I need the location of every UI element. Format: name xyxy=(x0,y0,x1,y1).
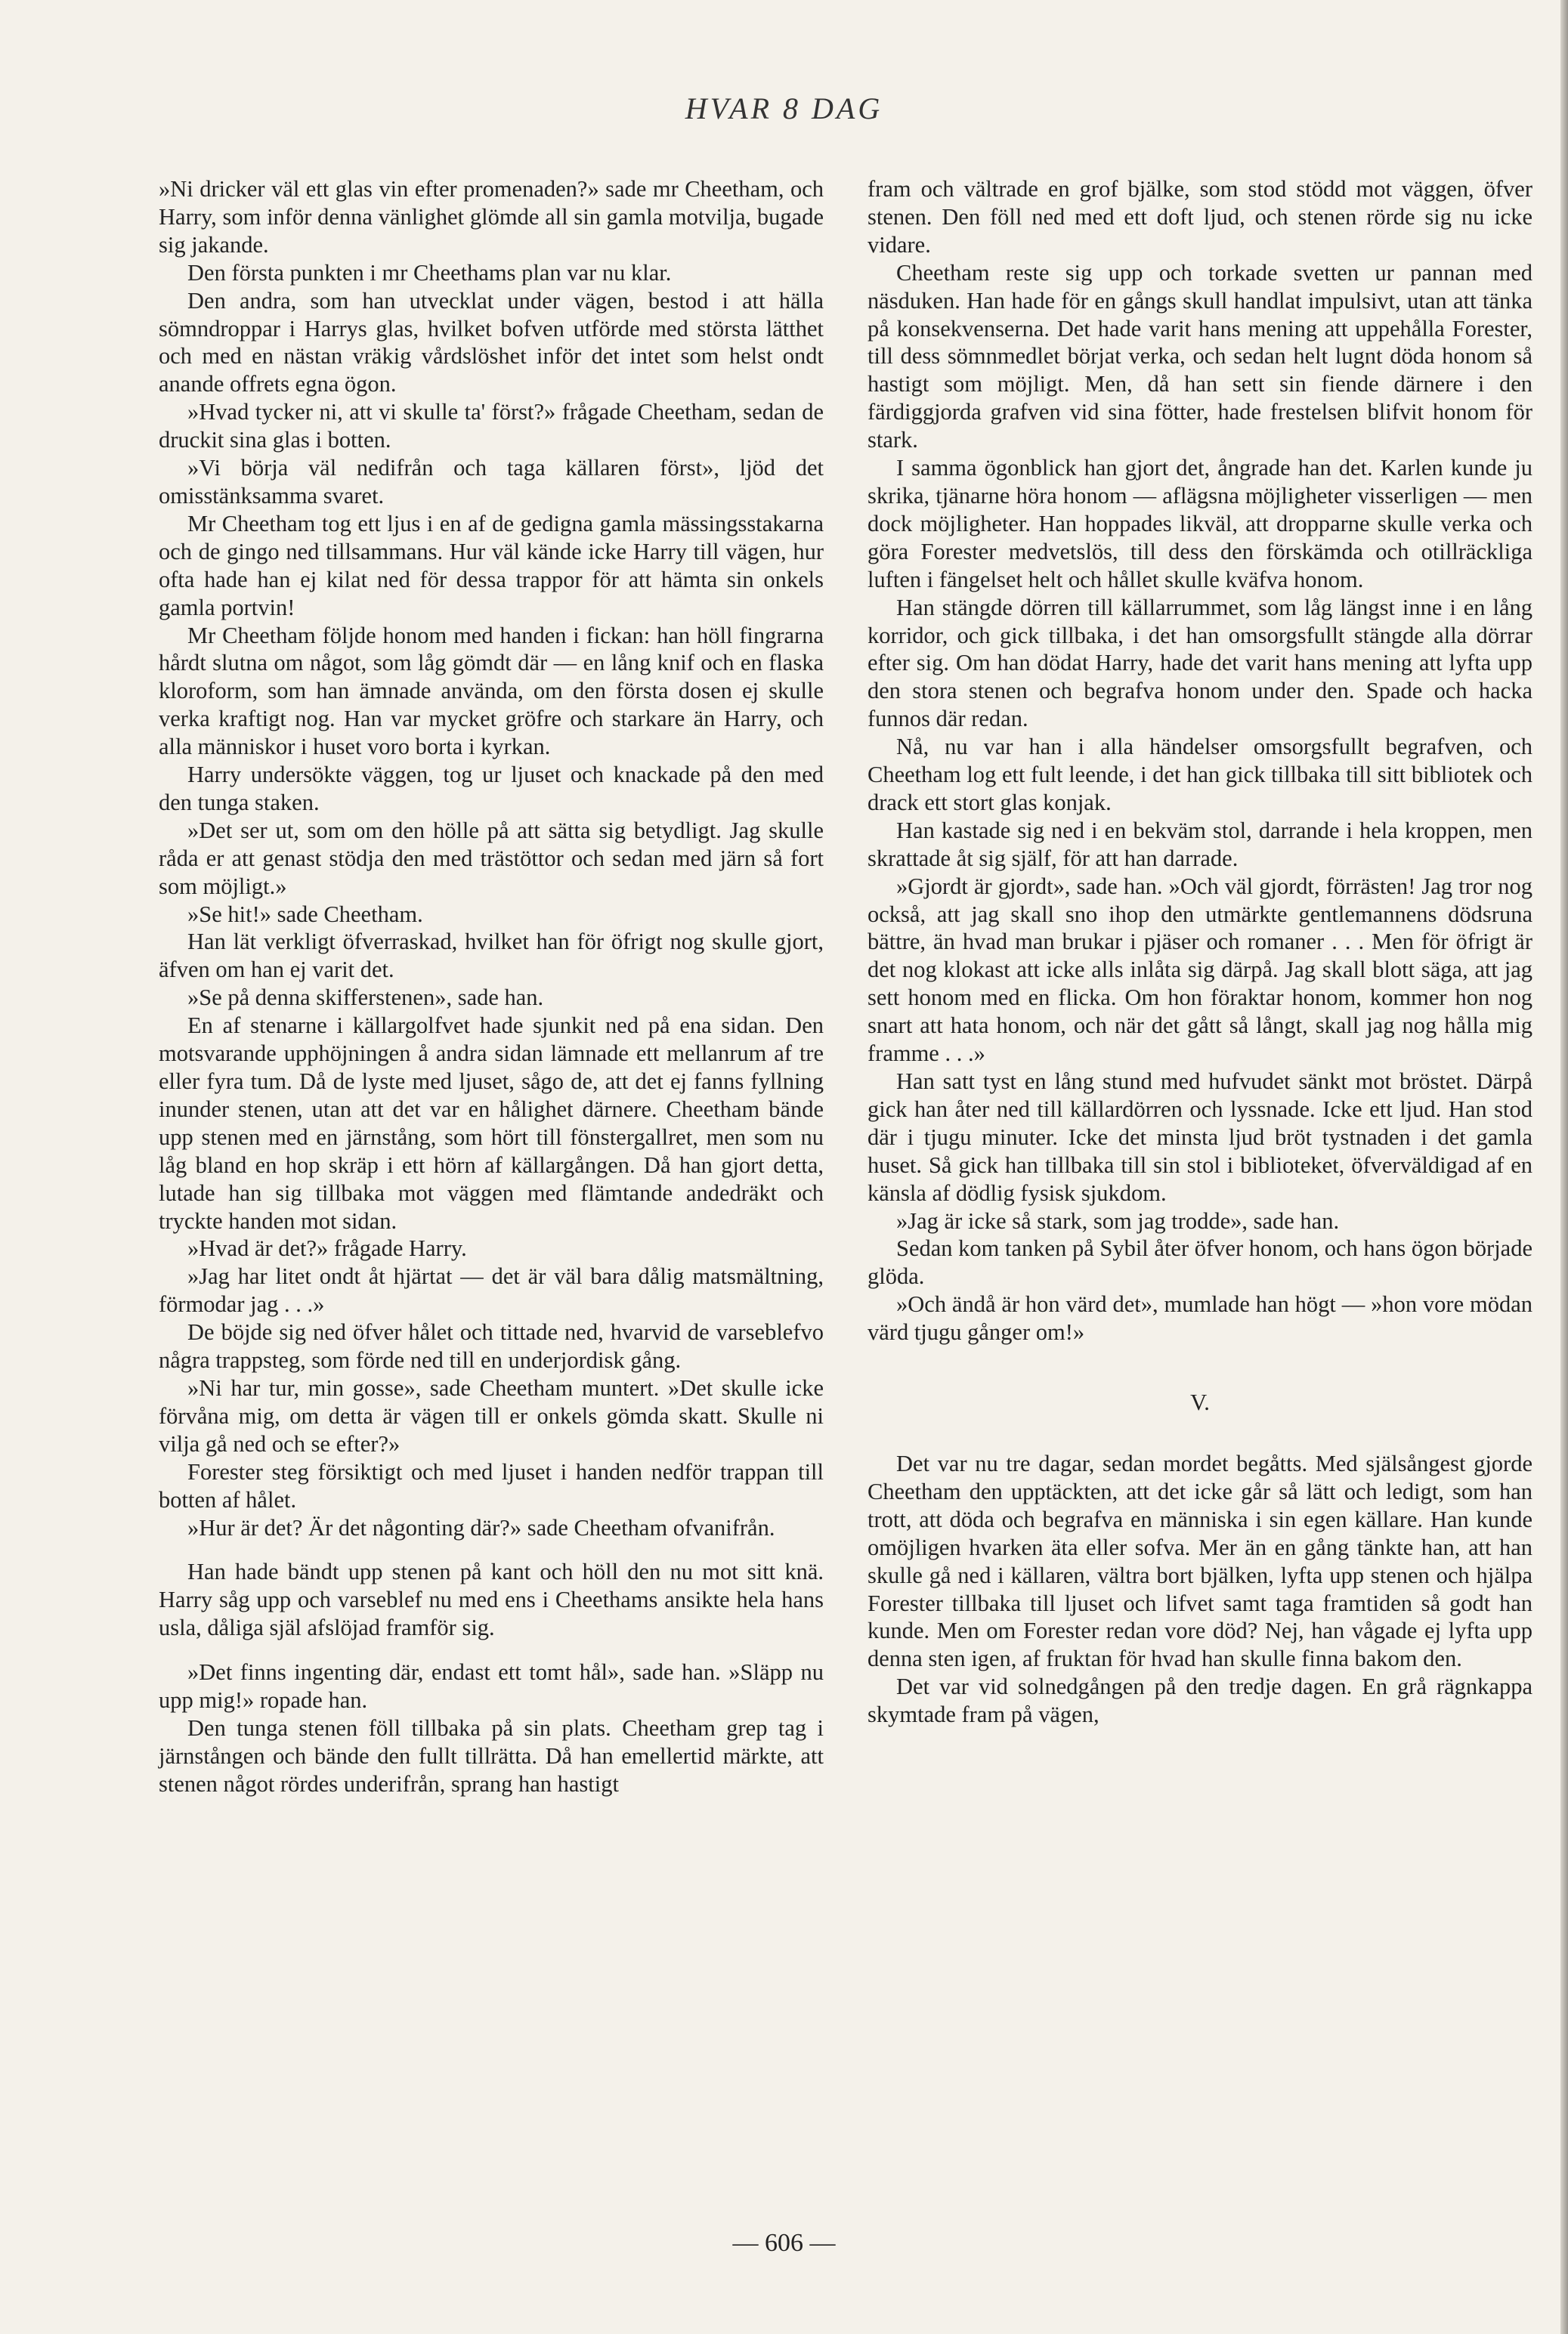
paragraph: Nå, nu var han i alla händelser omsorgsfullt begrafven, och Cheetham log ett fult leende, i det han gick tillbaka till sitt bibliotek och drack ett stort glas konjak. xyxy=(868,734,1532,815)
paragraph: Mr Cheetham följde honom med handen i fickan: han höll fingrarna hårdt slutna om något, som låg gömdt där — en lång knif och en flaska kloroform, som han ämnade använda, om den första dosen ej skulle verka kraftigt nog. Han var mycket gröfre och starkare än Harry, och alla människor i huset voro borta i kyrkan. xyxy=(159,622,824,760)
paragraph: I samma ögonblick han gjort det, ångrade han det. Karlen kunde ju skrika, tjänarne höra honom — aflägsna möjligheter visserligen — men dock möjligheter. Han hoppades likväl, att dropparne skulle verka och göra Forester medvetslös, till dess den förskämda och otillräckliga luften i fängelset helt och hållet skulle kväfva honom. xyxy=(868,455,1532,592)
page-number: — 606 — xyxy=(732,2229,836,2257)
paragraph: »Det ser ut, som om den hölle på att sätta sig betydligt. Jag skulle råda er att genast stödja den med trästöttor och sedan med järn så fort som möjligt.» xyxy=(159,817,824,899)
paragraph: »Jag har litet ondt åt hjärtat — det är väl bara dålig matsmältning, förmodar jag . . .» xyxy=(159,1263,824,1318)
paragraph: »Se på denna skifferstenen», sade han. xyxy=(187,985,544,1011)
paragraph: Han kastade sig ned i en bekväm stol, darrande i hela kroppen, men skrattade åt sig själf, för att han darrade. xyxy=(868,817,1532,871)
right-column xyxy=(868,175,1532,1729)
paragraph: Den tunga stenen föll tillbaka på sin plats. Cheetham grep tag i järnstången och bände den fullt tillrätta. Då han emellertid märkte, att stenen något rördes underifrån, sprang han hastigt xyxy=(159,1714,824,1797)
left-column xyxy=(159,175,824,1798)
paragraph: Forester steg försiktigt och med ljuset i handen nedför trappan till botten af hålet. xyxy=(159,1458,824,1513)
paragraph: De böjde sig ned öfver hålet och tittade ned, hvarvid de varseblefvo några trappsteg, som förde ned till en underjordisk gång. xyxy=(159,1319,824,1374)
paragraph: Han lät verkligt öfverraskad, hvilket han för öfrigt nog skulle gjort, äfven om han ej varit det. xyxy=(159,929,824,983)
paragraph: Han stängde dörren till källarrummet, som låg längst inne i en lång korridor, och gick tillbaka, i det han omsorgsfullt stängde alla dörrar efter sig. Om han dödat Harry, hade det varit hans mening att lyfta upp den stora stenen och begrafva honom under den. Spade och hacka funnos där redan. xyxy=(868,594,1532,732)
paragraph: »Se hit!» sade Cheetham. xyxy=(187,901,423,927)
paragraph: En af stenarne i källargolfvet hade sjunkit ned på ena sidan. Den motsvarande upphöjningen å andra sidan lämnade ett mellanrum af tre eller fyra tum. Då de lyste med ljuset, sågo de, att det ej fanns fyllning inunder stenen, utan att det var en hålighet därnere. Cheetham bände upp stenen med en järnstång, som hört till fönstergallret, men som nu låg bland en hop skräp i ett hörn af källargången. Då han gjort detta, lutade han sig tillbaka mot väggen med flämtande andedräkt och tryckte handen mot sidan. xyxy=(159,1012,824,1234)
paragraph: »Vi börja väl nedifrån och taga källaren först», ljöd det omisstänksamma svaret. xyxy=(159,455,824,509)
paragraph: »Ni dricker väl ett glas vin efter promenaden?» sade mr Cheetham, och Harry, som inför denna vänlighet glömde all sin gamla motvilja, bugade sig jakande. xyxy=(159,176,824,258)
paragraph: Den andra, som han utvecklat under vägen, bestod i att hälla sömndroppar i Harrys glas, hvilket bofven utförde med största lätthet och med en nästan vräkig vårdslöshet inför det intet som helst ondt anande offrets egna ögon. xyxy=(159,287,824,397)
paragraph: »Och ändå är hon värd det», mumlade han högt — »hon vore mödan värd tjugu gånger om!» xyxy=(868,1291,1532,1346)
paragraph: Mr Cheetham tog ett ljus i en af de gedigna gamla mässingsstakarna och de gingo ned tillsammans. Hur väl kände icke Harry till vägen, hur ofta hade han ej kilat ned för dessa trappor för att hämta sin onkels gamla portvin! xyxy=(159,510,824,620)
paragraph: »Hvad tycker ni, att vi skulle ta' först?» frågade Cheetham, sedan de druckit sina glas i botten. xyxy=(159,399,824,453)
section-heading: V. xyxy=(1190,1390,1210,1416)
paragraph: Det var nu tre dagar, sedan mordet begåtts. Med själsångest gjorde Cheetham den upptäckten, att det icke går så lätt och ledigt, som han trott, att döda och begrafva en människa i sin egen källare. Han kunde omöjligen hvarken äta eller sofva. Mer än en gång tänkte han, att han skulle gå ned i källaren, vältra bort bjälken, lyfta upp stenen och hjälpa Forester tillbaka till ljuset och lifvet samt taga framtiden så godt han kunde. Men om Forester redan vore död? Nej, han vågade ej lyfta upp denna sten igen, af fruktan för hvad han skulle finna bakom den. xyxy=(868,1450,1532,1672)
paragraph: Det var vid solnedgången på den tredje dagen. En grå rägnkappa skymtade fram på vägen, xyxy=(868,1674,1532,1728)
paragraph: Sedan kom tanken på Sybil åter öfver honom, och hans ögon började glöda. xyxy=(868,1235,1532,1290)
paragraph: »Jag är icke så stark, som jag trodde», sade han. xyxy=(896,1207,1340,1234)
paragraph: Cheetham reste sig upp och torkade svetten ur pannan med näsduken. Han hade för en gångs skull handlat impulsivt, utan att tänka på konsekvenserna. Det hade varit hans mening att uppehålla Forester, till dess sömnmedlet börjat verka, och sedan helt lugnt döda honom så hastigt som möjligt. Men, då han sett sin fiende därnere i den färdiggjorda grafven vid sina fötter, hade frestelsen blifvit honom för stark. xyxy=(868,259,1532,453)
running-header: HVAR 8 DAG xyxy=(685,91,883,125)
paragraph: fram och vältrade en grof bjälke, som stod stödd mot väggen, öfver stenen. Den föll ned med ett doft ljud, och stenen rörde sig nu icke vidare. xyxy=(868,176,1532,258)
paragraph: »Det finns ingenting där, endast ett tomt hål», sade han. »Släpp nu upp mig!» ropade han. xyxy=(159,1659,824,1714)
paragraph: Han satt tyst en lång stund med hufvudet sänkt mot bröstet. Därpå gick han åter ned till källardörren och lyssnade. Icke ett ljud. Han stod där i tjugu minuter. Icke det minsta ljud bröt tystnaden i det gamla huset. Så gick han tillbaka till sin stol i biblioteket, öfverväldigad af en känsla af dödlig fysisk sjukdom. xyxy=(868,1068,1532,1206)
page-edge xyxy=(1560,0,1568,2334)
paragraph: »Hur är det? Är det någonting där?» sade Cheetham ofvanifrån. xyxy=(187,1514,775,1541)
paragraph: »Gjordt är gjordt», sade han. »Och väl gjordt, förrästen! Jag tror nog också, att jag skall sno ihop den utmärkte gentlemannens dödsruna bättre, än hvad man brukar i pjäser och romaner . . . Men för öfrigt är det nog klokast att icke alls inlåta sig därpå. Jag skall blott säga, att jag sett honom med en flicka. Om hon föraktar honom, kommer hon nog snart att hata honom, och när det gått så långt, skall jag nog hålla mig framme . . .» xyxy=(868,873,1532,1067)
paragraph: »Hvad är det?» frågade Harry. xyxy=(187,1235,467,1262)
paragraph: »Ni har tur, min gosse», sade Cheetham muntert. »Det skulle icke förvåna mig, om detta är vägen till er onkels gömda skatt. Skulle ni vilja gå ned och se efter?» xyxy=(159,1374,824,1457)
paragraph: Han hade bändt upp stenen på kant och höll den nu mot sitt knä. Harry såg upp och varseblef nu med ens i Cheethams ansikte hela hans usla, dåliga själ afslöjad framför sig. xyxy=(159,1559,824,1641)
paragraph: Harry undersökte väggen, tog ur ljuset och knackade på den med den tunga staken. xyxy=(159,762,824,815)
paragraph: Den första punkten i mr Cheethams plan var nu klar. xyxy=(187,259,672,286)
